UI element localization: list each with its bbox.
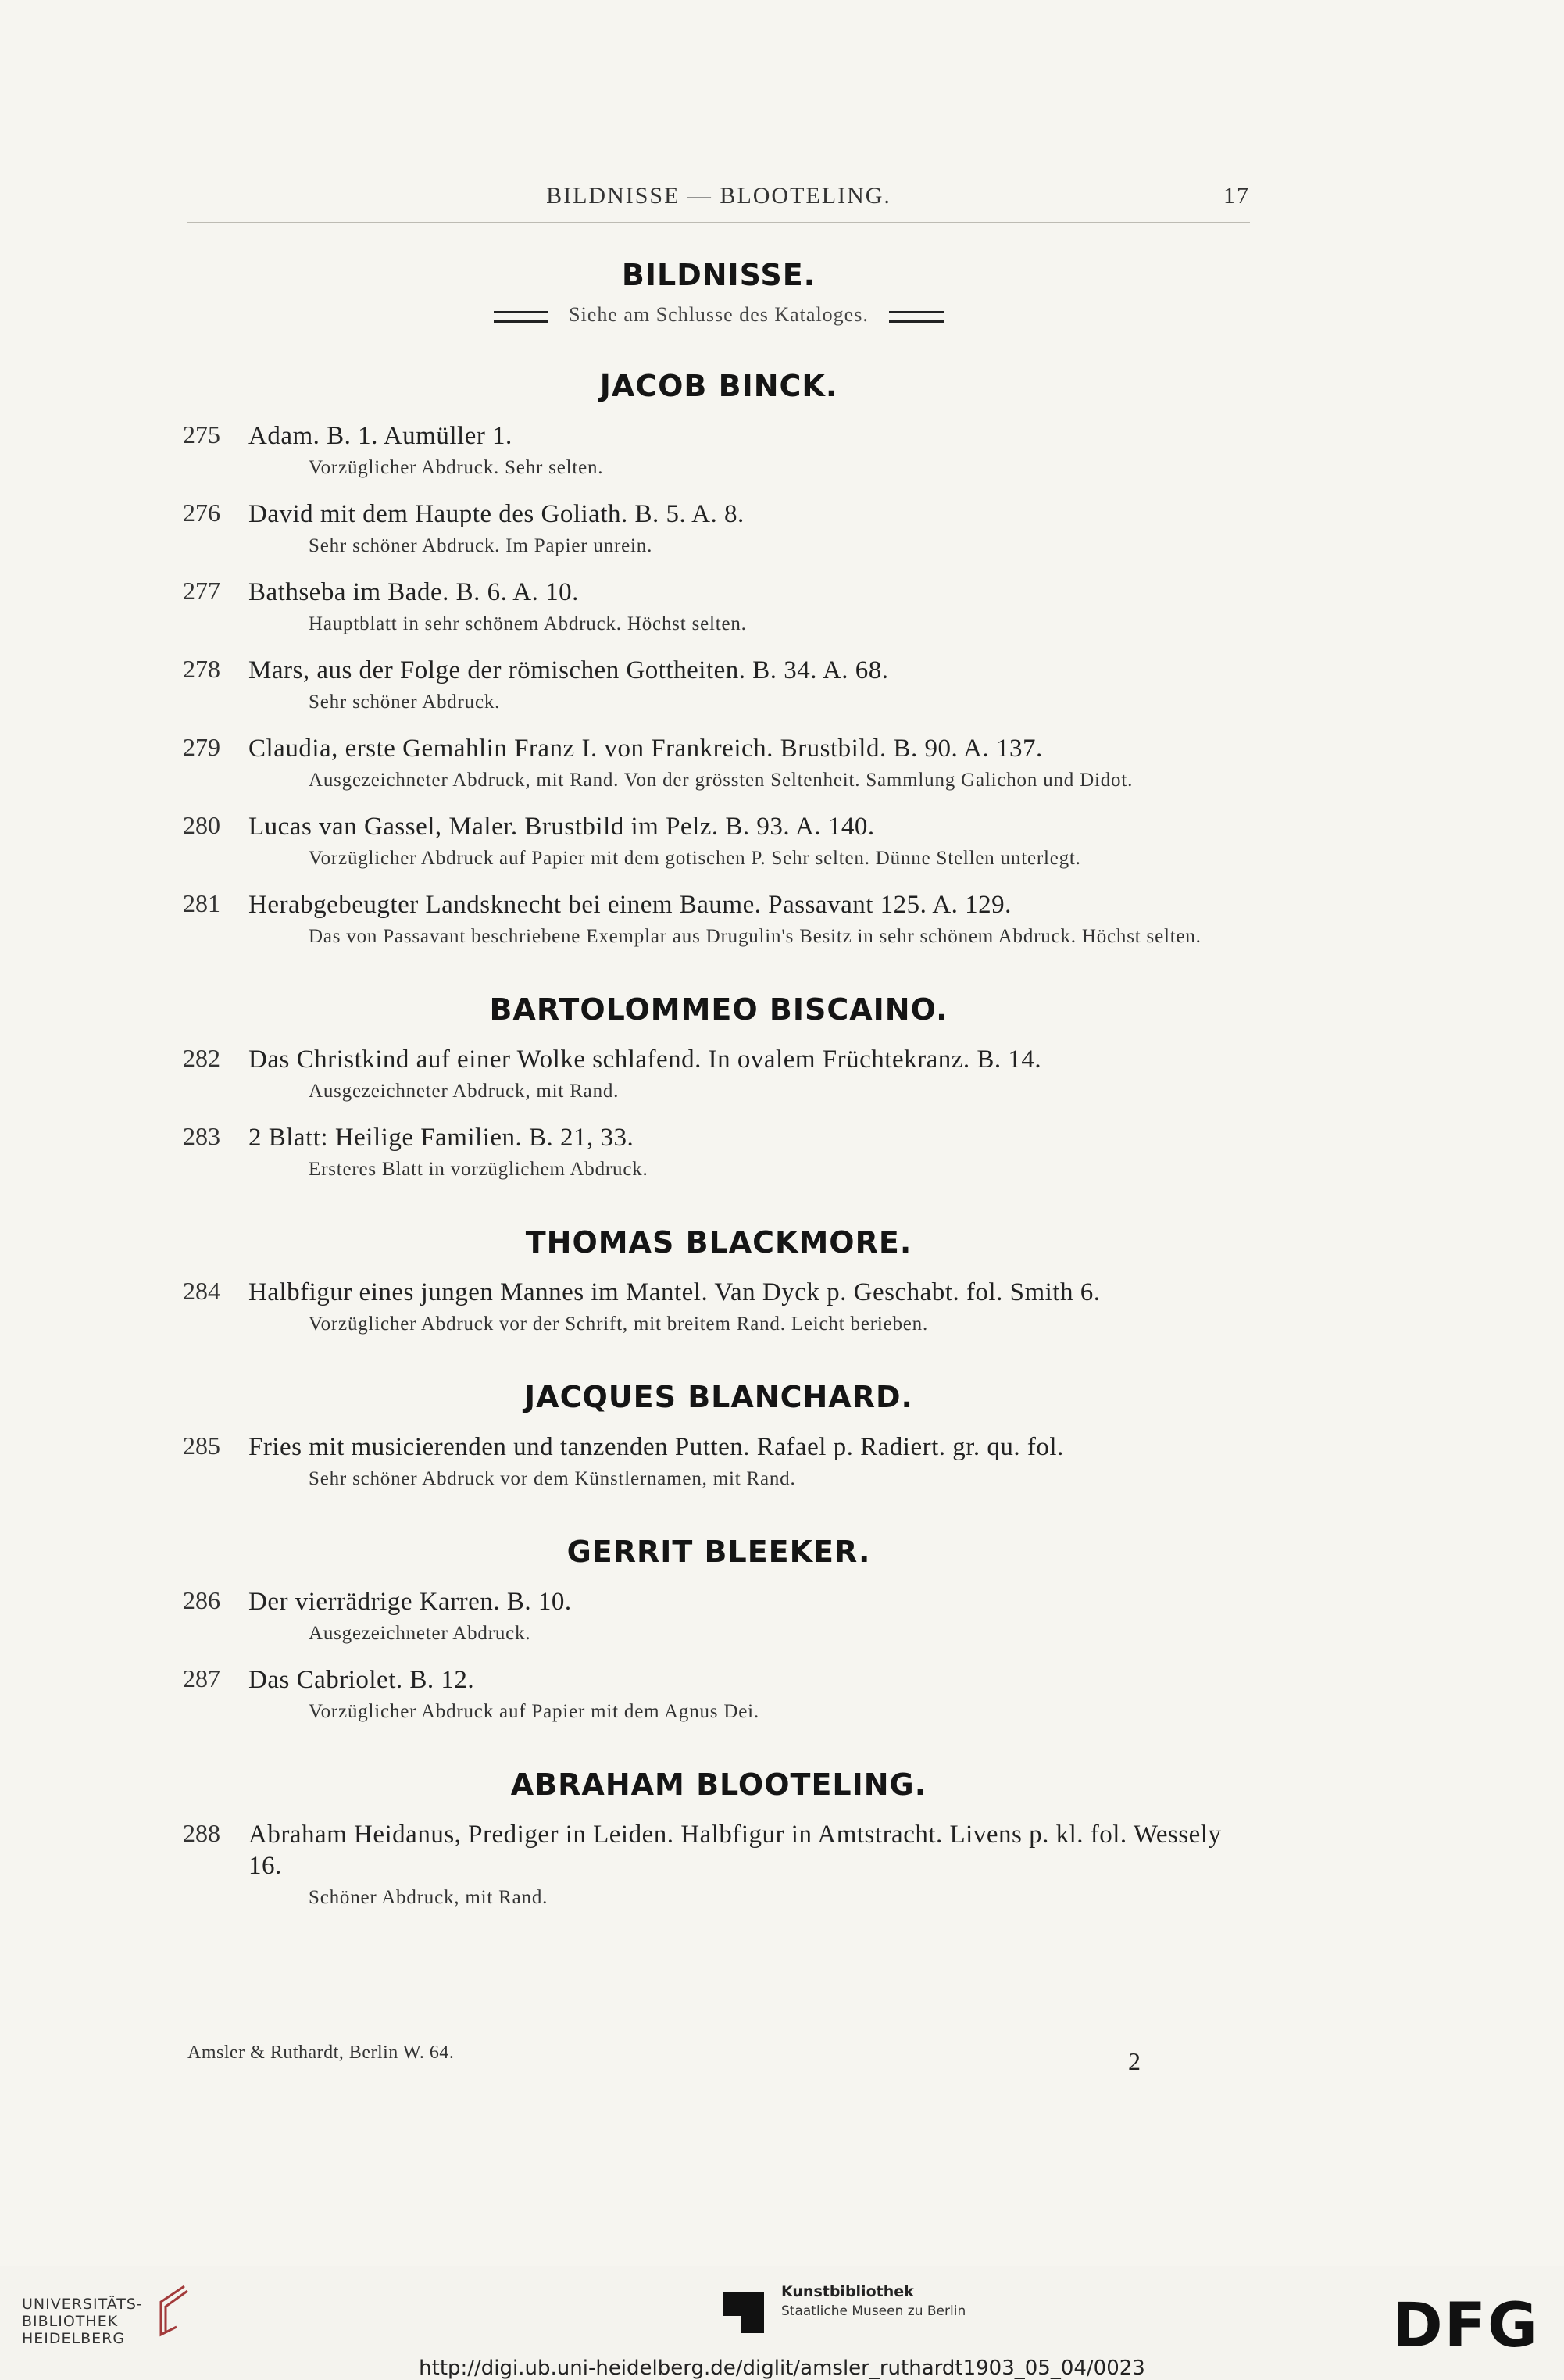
entry-title: David mit dem Haupte des Goliath. B. 5. A. 8.: [248, 500, 745, 528]
catalog-entry: [183, 1277, 1250, 1338]
section-note-text: Siehe am Schlusse des Kataloges.: [569, 303, 869, 326]
entry-number: 276: [183, 499, 220, 527]
kunstbibliothek-logo-icon: [719, 2288, 769, 2338]
ub-heidelberg-logo[interactable]: [22, 2296, 143, 2347]
entry-note: Vorzüglicher Abdruck vor der Schrift, mit breitem Rand. Leicht berieben.: [309, 1313, 929, 1335]
entry-title: Halbfigur eines jungen Mannes im Mantel. Van Dyck p. Geschabt. fol. Smith 6.: [248, 1278, 1101, 1306]
entry-number: 279: [183, 733, 220, 761]
entry-number: 283: [183, 1122, 220, 1150]
section-heading-blackmore: THOMAS BLACKMORE.: [525, 1225, 912, 1260]
running-head-title: BILDNISSE — BLOOTELING.: [546, 183, 891, 209]
entry-title: Fries mit musicierenden und tanzenden Putten. Rafael p. Radiert. gr. qu. fol.: [248, 1433, 1064, 1461]
section-heading-blanchard: JACQUES BLANCHARD.: [524, 1380, 913, 1414]
entry-note: Hauptblatt in sehr schönem Abdruck. Höchst selten.: [309, 613, 747, 634]
double-dash-decoration: [494, 311, 548, 323]
entry-title: Das Christkind auf einer Wolke schlafend. In ovalem Früchtekranz. B. 14.: [248, 1045, 1042, 1074]
entry-note: Ausgezeichneter Abdruck, mit Rand. Von der grössten Seltenheit. Sammlung Galichon und Didot.: [309, 770, 1134, 791]
entry-note: Vorzüglicher Abdruck auf Papier mit dem gotischen P. Sehr selten. Dünne Stellen unterlegt.: [309, 848, 1081, 869]
page-number: 17: [1223, 183, 1250, 209]
entry-title: Bathseba im Bade. B. 6. A. 10.: [248, 578, 579, 606]
ub-emblem-icon: [153, 2283, 192, 2338]
section-heading-biscaino: BARTOLOMMEO BISCAINO.: [489, 992, 948, 1027]
catalog-entry: [183, 733, 1250, 794]
catalog-entry: [183, 1819, 1250, 1911]
entry-title: Das Cabriolet. B. 12.: [248, 1666, 475, 1694]
dfg-logo[interactable]: DFG: [1391, 2291, 1539, 2361]
entry-title: 2 Blatt: Heilige Familien. B. 21, 33.: [248, 1124, 634, 1152]
section-heading-bildnisse: BILDNISSE.: [621, 258, 816, 292]
ub-logo-line: HEIDELBERG: [22, 2330, 126, 2347]
entry-note: Das von Passavant beschriebene Exemplar aus Drugulin's Besitz in sehr schönem Abdruck. Höchst selten.: [309, 926, 1202, 947]
catalog-entry: [183, 1122, 1250, 1183]
publisher-imprint: Amsler & Ruthardt, Berlin W. 64.: [187, 2042, 455, 2063]
header-rule: [187, 222, 1250, 223]
entry-note: Ersteres Blatt in vorzüglichem Abdruck.: [309, 1159, 648, 1180]
section-heading-binck: JACOB BINCK.: [599, 369, 838, 403]
catalog-entry: [183, 655, 1250, 716]
double-dash-decoration: [889, 311, 944, 323]
entry-number: 285: [183, 1431, 220, 1460]
ub-logo-line: BIBLIOTHEK: [22, 2313, 119, 2330]
digitization-bar: [0, 2266, 1564, 2378]
entry-title: Adam. B. 1. Aumüller 1.: [248, 422, 512, 450]
entry-number: 275: [183, 420, 220, 448]
catalog-entry: [183, 1664, 1250, 1725]
entry-note: Vorzüglicher Abdruck. Sehr selten.: [309, 457, 604, 478]
entry-title: Claudia, erste Gemahlin Franz I. von Frankreich. Brustbild. B. 90. A. 137.: [248, 734, 1043, 763]
kunstbibliothek-title: Kunstbibliothek: [781, 2283, 914, 2300]
signature-mark: 2: [1128, 2047, 1141, 2075]
entry-note: Sehr schöner Abdruck. Im Papier unrein.: [309, 535, 653, 556]
entry-number: 284: [183, 1277, 220, 1305]
section-heading-blooteling: ABRAHAM BLOOTELING.: [510, 1767, 927, 1802]
entry-number: 281: [183, 889, 220, 917]
kunstbibliothek-subtitle: Staatliche Museen zu Berlin: [781, 2303, 966, 2319]
entry-note: Ausgezeichneter Abdruck.: [309, 1623, 531, 1644]
entry-note: Schöner Abdruck, mit Rand.: [309, 1887, 548, 1908]
entry-number: 280: [183, 811, 220, 839]
entry-number: 278: [183, 655, 220, 683]
entry-number: 286: [183, 1586, 220, 1614]
entry-title: Der vierrädrige Karren. B. 10.: [248, 1588, 572, 1616]
entry-note: Sehr schöner Abdruck.: [309, 691, 501, 713]
entry-title: Lucas van Gassel, Maler. Brustbild im Pelz. B. 93. A. 140.: [248, 813, 875, 841]
section-note: [187, 303, 1250, 327]
section-heading-bleeker: GERRIT BLEEKER.: [566, 1535, 871, 1569]
entry-note: Vorzüglicher Abdruck auf Papier mit dem Agnus Dei.: [309, 1701, 759, 1722]
catalog-entry: [183, 811, 1250, 872]
catalog-entry: [183, 889, 1250, 950]
catalog-content: [183, 258, 1250, 1911]
entry-note: Ausgezeichneter Abdruck, mit Rand.: [309, 1081, 620, 1102]
entry-number: 288: [183, 1819, 220, 1847]
catalog-entry: [183, 577, 1250, 638]
catalog-entry: [183, 1586, 1250, 1647]
permalink-url[interactable]: http://digi.ub.uni-heidelberg.de/diglit/amsler_ruthardt1903_05_04/0023: [419, 2357, 1145, 2380]
catalog-entry: [183, 1044, 1250, 1105]
catalog-entry: [183, 420, 1250, 481]
ub-logo-line: UNIVERSITÄTS-: [22, 2296, 143, 2313]
entry-number: 287: [183, 1664, 220, 1692]
entry-title: Abraham Heidanus, Prediger in Leiden. Halbfigur in Amtstracht. Livens p. kl. fol. Wessely 16.: [248, 1821, 1222, 1880]
entry-title: Herabgebeugter Landsknecht bei einem Baume. Passavant 125. A. 129.: [248, 891, 1012, 919]
entry-note: Sehr schöner Abdruck vor dem Künstlernamen, mit Rand.: [309, 1468, 796, 1489]
entry-number: 277: [183, 577, 220, 605]
catalog-entry: [183, 1431, 1250, 1492]
entry-title: Mars, aus der Folge der römischen Gottheiten. B. 34. A. 68.: [248, 656, 889, 684]
catalog-entry: [183, 499, 1250, 559]
entry-number: 282: [183, 1044, 220, 1072]
